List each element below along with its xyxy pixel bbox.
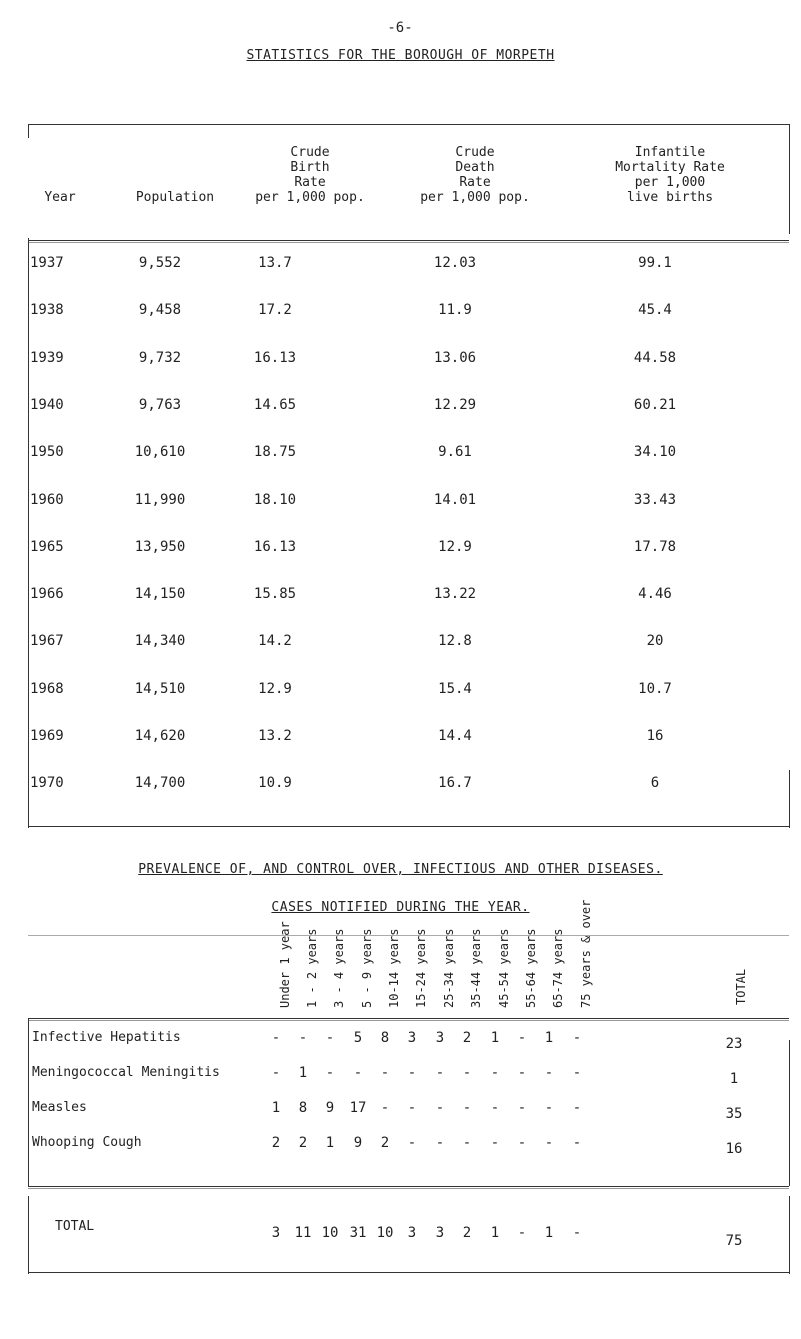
case-count: 2 — [462, 1030, 472, 1046]
case-count: - — [325, 1065, 335, 1081]
case-count: 8 — [380, 1030, 390, 1046]
total-count: 2 — [462, 1225, 472, 1241]
case-count: - — [271, 1030, 281, 1046]
case-count: - — [435, 1135, 445, 1151]
case-count: 9 — [325, 1100, 335, 1116]
case-count: - — [407, 1135, 417, 1151]
case-count: 5 — [353, 1030, 363, 1046]
disease-total: 35 — [725, 1106, 743, 1122]
age-group-header: 25-34 years — [442, 928, 456, 1008]
vital-cell-population: 14,700 — [134, 775, 186, 792]
disease-name: Whooping Cough — [32, 1135, 142, 1150]
vital-cell-year: 1950 — [30, 444, 64, 461]
case-count: - — [572, 1065, 582, 1081]
vital-cell-infant-mortality: 4.46 — [638, 586, 672, 603]
case-count: 1 — [298, 1065, 308, 1081]
disease-name: Infective Hepatitis — [32, 1030, 181, 1045]
vital-cell-year: 1966 — [30, 586, 64, 603]
vital-cell-death-rate: 14.4 — [438, 728, 472, 744]
vital-cell-year: 1969 — [30, 728, 64, 744]
vital-cell-year: 1939 — [30, 349, 64, 366]
case-count: - — [544, 1135, 554, 1151]
case-count: 17 — [349, 1100, 367, 1116]
vital-cell-death-rate: 13.22 — [433, 586, 477, 603]
total-count: 3 — [271, 1225, 281, 1241]
case-count: 2 — [271, 1135, 281, 1151]
case-count: - — [517, 1030, 527, 1046]
vital-cell-birth-rate: 14.65 — [253, 396, 297, 413]
age-group-header: 15-24 years — [414, 928, 428, 1008]
disease-total: 1 — [729, 1071, 739, 1087]
vital-cell-population: 14,510 — [134, 680, 186, 697]
age-group-header: 10-14 years — [387, 928, 401, 1008]
total-count: 31 — [349, 1225, 367, 1241]
total-count: 10 — [321, 1225, 339, 1241]
case-count: - — [380, 1065, 390, 1081]
header-birth-rate: Crude Birth Rate per 1,000 pop. — [255, 145, 365, 205]
age-group-header: 5 - 9 years — [360, 928, 374, 1008]
case-count: 3 — [407, 1030, 417, 1046]
case-count: - — [544, 1065, 554, 1081]
page-title: STATISTICS FOR THE BOROUGH OF MORPETH — [246, 48, 555, 63]
age-group-header: Under 1 year — [278, 921, 292, 1008]
case-count: - — [572, 1030, 582, 1046]
vital-cell-birth-rate: 14.2 — [258, 633, 292, 650]
total-count: 3 — [435, 1225, 445, 1241]
vital-cell-infant-mortality: 44.58 — [633, 349, 677, 366]
case-count: - — [572, 1135, 582, 1151]
case-count: - — [407, 1065, 417, 1081]
vital-cell-death-rate: 12.29 — [433, 396, 477, 413]
vital-cell-year: 1960 — [30, 491, 64, 508]
vital-cell-birth-rate: 13.7 — [258, 255, 292, 271]
case-count: 2 — [298, 1135, 308, 1151]
vital-cell-death-rate: 12.03 — [433, 255, 477, 271]
total-count: 1 — [490, 1225, 500, 1241]
disease-name: Meningococcal Meningitis — [32, 1065, 220, 1080]
vital-cell-population: 14,340 — [134, 633, 186, 650]
vital-cell-year: 1968 — [30, 680, 64, 697]
vital-cell-infant-mortality: 34.10 — [633, 444, 677, 461]
vital-cell-population: 14,620 — [134, 728, 186, 744]
section-title: PREVALENCE OF, AND CONTROL OVER, INFECTIOUS AND OTHER DISEASES. — [138, 862, 663, 877]
vital-cell-death-rate: 14.01 — [433, 491, 477, 508]
case-count: 3 — [435, 1030, 445, 1046]
vital-cell-death-rate: 9.61 — [438, 444, 472, 461]
vital-cell-year: 1965 — [30, 538, 64, 555]
vital-cell-birth-rate: 15.85 — [253, 586, 297, 603]
vital-cell-infant-mortality: 45.4 — [638, 302, 672, 319]
case-count: - — [271, 1065, 281, 1081]
case-count: - — [517, 1135, 527, 1151]
vital-cell-death-rate: 16.7 — [438, 775, 472, 792]
case-count: - — [572, 1100, 582, 1116]
total-count: - — [572, 1225, 582, 1241]
case-count: - — [490, 1100, 500, 1116]
vital-cell-birth-rate: 10.9 — [258, 775, 292, 792]
age-group-header: 3 - 4 years — [332, 928, 346, 1008]
vital-cell-death-rate: 15.4 — [438, 680, 472, 697]
vital-cell-death-rate: 11.9 — [438, 302, 472, 319]
vital-cell-population: 11,990 — [134, 491, 186, 508]
vital-cell-year: 1970 — [30, 775, 64, 792]
total-count: 11 — [294, 1225, 312, 1241]
case-count: - — [544, 1100, 554, 1116]
case-count: - — [435, 1065, 445, 1081]
case-count: - — [490, 1135, 500, 1151]
case-count: 1 — [490, 1030, 500, 1046]
vital-cell-year: 1940 — [30, 396, 64, 413]
vital-cell-population: 9,763 — [138, 396, 182, 413]
vital-cell-death-rate: 12.9 — [438, 538, 472, 555]
age-group-header: 65-74 years — [551, 928, 565, 1008]
vital-cell-population: 9,732 — [138, 349, 182, 366]
vital-cell-death-rate: 12.8 — [438, 633, 472, 650]
vital-cell-infant-mortality: 99.1 — [638, 255, 672, 271]
age-group-header: 35-44 years — [469, 928, 483, 1008]
vital-cell-birth-rate: 18.75 — [253, 444, 297, 461]
vital-cell-population: 10,610 — [134, 444, 186, 461]
total-column-header: TOTAL — [734, 968, 748, 1005]
vital-cell-year: 1937 — [30, 255, 64, 271]
vital-cell-infant-mortality: 6 — [650, 775, 660, 792]
case-count: 1 — [271, 1100, 281, 1116]
total-count: 3 — [407, 1225, 417, 1241]
vital-cell-year: 1938 — [30, 302, 64, 319]
vital-cell-infant-mortality: 20 — [646, 633, 664, 650]
vital-cell-year: 1967 — [30, 633, 64, 650]
case-count: 8 — [298, 1100, 308, 1116]
vital-cell-infant-mortality: 17.78 — [633, 538, 677, 555]
header-infant-mortality: Infantile Mortality Rate per 1,000 live births — [615, 145, 725, 205]
vital-cell-population: 13,950 — [134, 538, 186, 555]
vital-cell-birth-rate: 13.2 — [258, 728, 292, 744]
age-group-header: 1 - 2 years — [305, 928, 319, 1008]
case-count: - — [380, 1100, 390, 1116]
header-population: Population — [135, 190, 215, 205]
disease-name: Measles — [32, 1100, 87, 1115]
case-count: - — [353, 1065, 363, 1081]
header-year: Year — [44, 190, 76, 205]
case-count: - — [407, 1100, 417, 1116]
section-subtitle: CASES NOTIFIED DURING THE YEAR. — [271, 900, 530, 915]
case-count: - — [435, 1100, 445, 1116]
age-group-header: 55-64 years — [524, 928, 538, 1008]
case-count: 2 — [380, 1135, 390, 1151]
case-count: 9 — [353, 1135, 363, 1151]
totals-label: TOTAL — [55, 1219, 95, 1234]
vital-cell-birth-rate: 12.9 — [258, 680, 292, 697]
disease-total: 23 — [725, 1036, 743, 1052]
total-count: 10 — [376, 1225, 394, 1241]
page-number: -6- — [387, 20, 413, 36]
vital-cell-birth-rate: 16.13 — [253, 538, 297, 555]
total-count: - — [517, 1225, 527, 1241]
case-count: - — [462, 1100, 472, 1116]
age-group-header: 45-54 years — [497, 928, 511, 1008]
case-count: 1 — [325, 1135, 335, 1151]
total-count: 1 — [544, 1225, 554, 1241]
case-count: - — [325, 1030, 335, 1046]
vital-cell-birth-rate: 16.13 — [253, 349, 297, 366]
vital-cell-infant-mortality: 60.21 — [633, 396, 677, 413]
case-count: - — [462, 1065, 472, 1081]
grand-total: 75 — [725, 1233, 743, 1249]
case-count: 1 — [544, 1030, 554, 1046]
vital-cell-population: 9,458 — [138, 302, 182, 319]
case-count: - — [298, 1030, 308, 1046]
case-count: - — [517, 1100, 527, 1116]
case-count: - — [462, 1135, 472, 1151]
vital-cell-birth-rate: 18.10 — [253, 491, 297, 508]
vital-cell-population: 9,552 — [138, 255, 182, 271]
vital-cell-death-rate: 13.06 — [433, 349, 477, 366]
vital-cell-infant-mortality: 16 — [646, 728, 664, 744]
vital-cell-infant-mortality: 33.43 — [633, 491, 677, 508]
case-count: - — [517, 1065, 527, 1081]
vital-cell-infant-mortality: 10.7 — [638, 680, 672, 697]
vital-cell-birth-rate: 17.2 — [258, 302, 292, 319]
vital-cell-population: 14,150 — [134, 586, 186, 603]
age-group-header: 75 years & over — [579, 899, 593, 1008]
header-death-rate: Crude Death Rate per 1,000 pop. — [420, 145, 530, 205]
disease-total: 16 — [725, 1141, 743, 1157]
case-count: - — [490, 1065, 500, 1081]
